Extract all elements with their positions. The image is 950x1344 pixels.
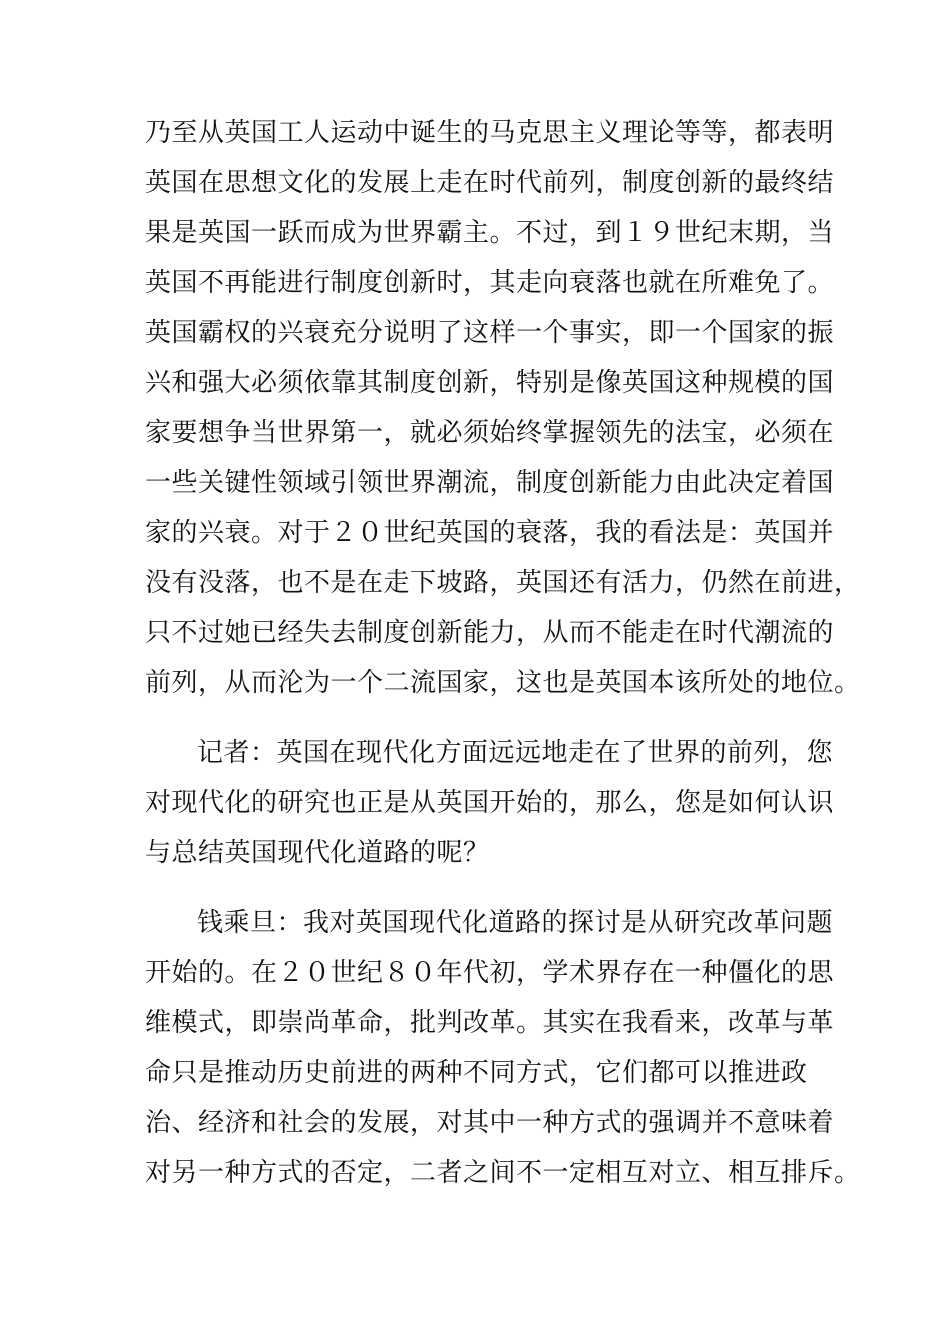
text-line: 英国不再能进行制度创新时，其走向衰落也就在所难免了。 bbox=[145, 268, 835, 298]
text-line: 只不过她已经失去制度创新能力，从而不能走在时代潮流的 bbox=[145, 618, 835, 648]
text-line: 没有没落，也不是在走下坡路，英国还有活力，仍然在前进， bbox=[145, 568, 861, 598]
text-line: 钱乘旦：我对英国现代化道路的探讨是从研究改革问题 bbox=[197, 908, 834, 938]
text-line: 命只是推动历史前进的两种不同方式，它们都可以推进政 bbox=[145, 1058, 808, 1088]
text-line: 前列，从而沦为一个二流国家，这也是英国本该所处的地位。 bbox=[145, 668, 861, 698]
text-line: 治、经济和社会的发展，对其中一种方式的强调并不意味着 bbox=[145, 1108, 835, 1138]
text-line: 兴和强大必须依靠其制度创新，特别是像英国这种规模的国 bbox=[145, 368, 835, 398]
text-line: 记者：英国在现代化方面远远地走在了世界的前列，您 bbox=[197, 738, 834, 768]
text-line: 英国在思想文化的发展上走在时代前列，制度创新的最终结 bbox=[145, 168, 835, 198]
text-line: 英国霸权的兴衰充分说明了这样一个事实，即一个国家的振 bbox=[145, 318, 835, 348]
text-line: 开始的。在２０世纪８０年代初，学术界存在一种僵化的思 bbox=[145, 958, 835, 988]
text-line: 乃至从英国工人运动中诞生的马克思主义理论等等，都表明 bbox=[145, 118, 835, 148]
text-line: 家的兴衰。对于２０世纪英国的衰落，我的看法是：英国并 bbox=[145, 518, 835, 548]
text-line: 一些关键性领域引领世界潮流，制度创新能力由此决定着国 bbox=[145, 468, 835, 498]
text-line: 与总结英国现代化道路的呢？ bbox=[145, 838, 490, 868]
text-line: 果是英国一跃而成为世界霸主。不过，到１９世纪末期，当 bbox=[145, 218, 835, 248]
text-line: 维模式，即崇尚革命，批判改革。其实在我看来，改革与革 bbox=[145, 1008, 835, 1038]
text-line: 对另一种方式的否定，二者之间不一定相互对立、相互排斥。 bbox=[145, 1158, 861, 1188]
text-line: 对现代化的研究也正是从英国开始的，那么，您是如何认识 bbox=[145, 788, 835, 818]
text-line: 家要想争当世界第一，就必须始终掌握领先的法宝，必须在 bbox=[145, 418, 835, 448]
